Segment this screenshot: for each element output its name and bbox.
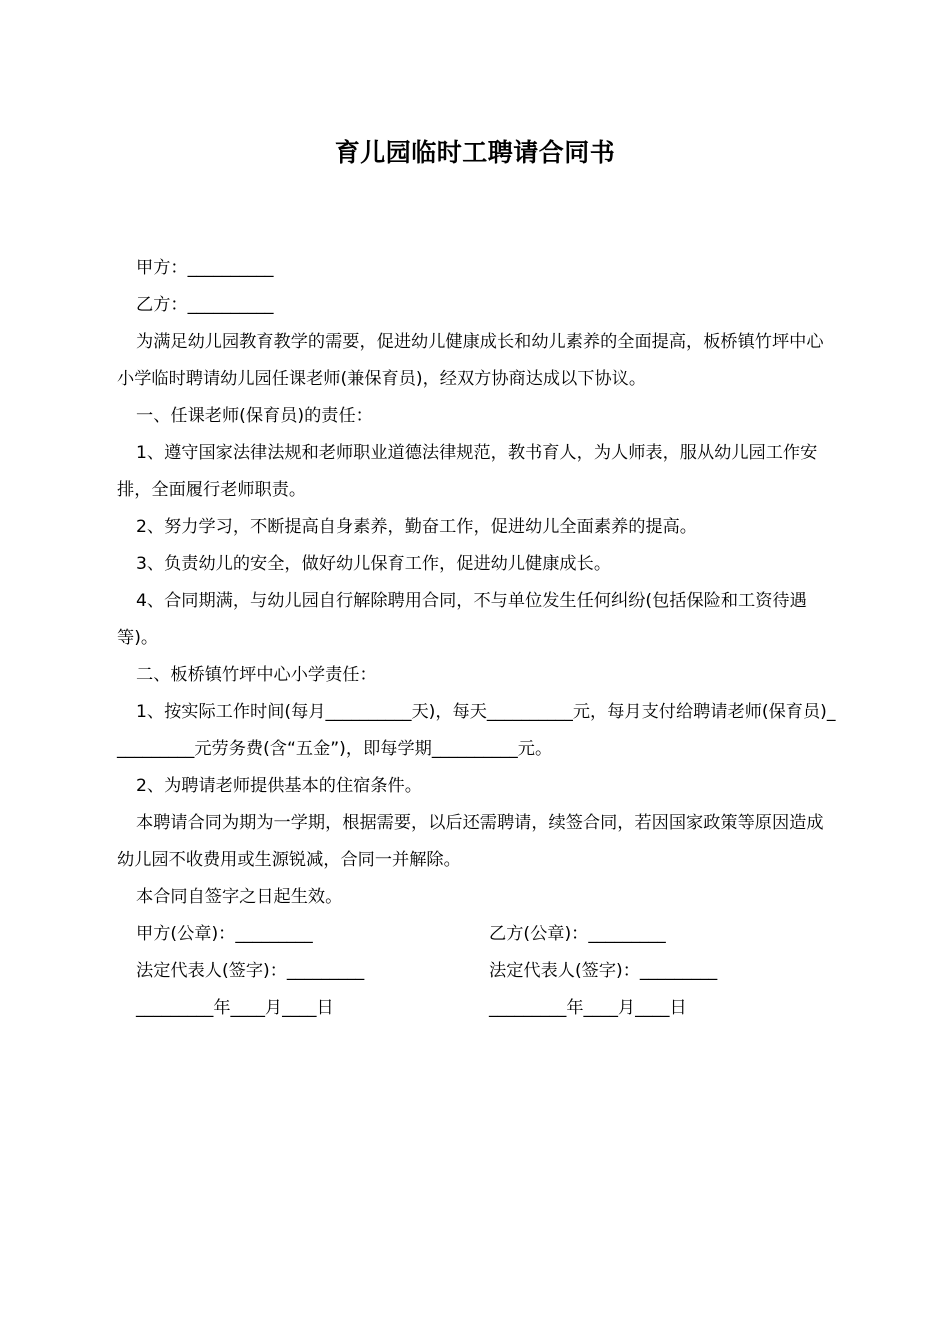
teacher-duty-4: 4、合同期满，与幼儿园自行解除聘用合同，不与单位发生任何纠纷(包括保险和工资待遇等)。 [117,591,807,648]
school-duty-1: 1、按实际工作时间(每月__________天)，每天__________元，每月支付给聘请老师(保育员)__________元劳务费(含“五金”)，即每学期__________元。 [117,702,836,759]
term-paragraph: 本聘请合同为期为一学期，根据需要，以后还需聘请，续签合同，若因国家政策等原因造成幼儿园不收费用或生源锐减，合同一并解除。 [117,813,824,870]
effective-paragraph: 本合同自签字之日起生效。 [136,887,343,907]
party-b-line: 乙方：__________ [136,295,274,315]
teacher-duty-2: 2、努力学习，不断提高自身素养，勤奋工作，促进幼儿全面素养的提高。 [136,517,697,537]
school-duty-2: 2、为聘请老师提供基本的住宿条件。 [136,776,422,796]
section-heading-teacher-duties: 一、任课老师(保育员)的责任： [136,406,373,426]
party-a-rep-line: 法定代表人(签字)：_________ [136,961,365,981]
party-b-rep-line: 法定代表人(签字)：_________ [489,961,718,981]
signature-row-seal [117,916,837,953]
signature-row-rep [117,953,837,990]
teacher-duty-3: 3、负责幼儿的安全，做好幼儿保育工作，促进幼儿健康成长。 [136,554,612,574]
document-title: 育儿园临时工聘请合同书 [334,138,616,167]
party-a-date-line: _________年____月____日 [136,998,334,1018]
party-a-seal-line: 甲方(公章)：_________ [136,924,313,944]
party-b-seal-line: 乙方(公章)：_________ [489,924,666,944]
section-heading-school-duties: 二、板桥镇竹坪中心小学责任： [136,665,377,685]
party-a-line: 甲方：__________ [136,258,274,278]
teacher-duty-1: 1、遵守国家法律法规和老师职业道德法律规范，教书育人，为人师表，服从幼儿园工作安排，全面履行老师职责。 [117,443,818,500]
document-body [117,250,837,1027]
intro-paragraph: 为满足幼儿园教育教学的需要，促进幼儿健康成长和幼儿素养的全面提高，板桥镇竹坪中心小学临时聘请幼儿园任课老师(兼保育员)，经双方协商达成以下协议。 [117,332,824,389]
signature-row-date [117,990,837,1027]
party-b-date-line: _________年____月____日 [489,998,687,1018]
